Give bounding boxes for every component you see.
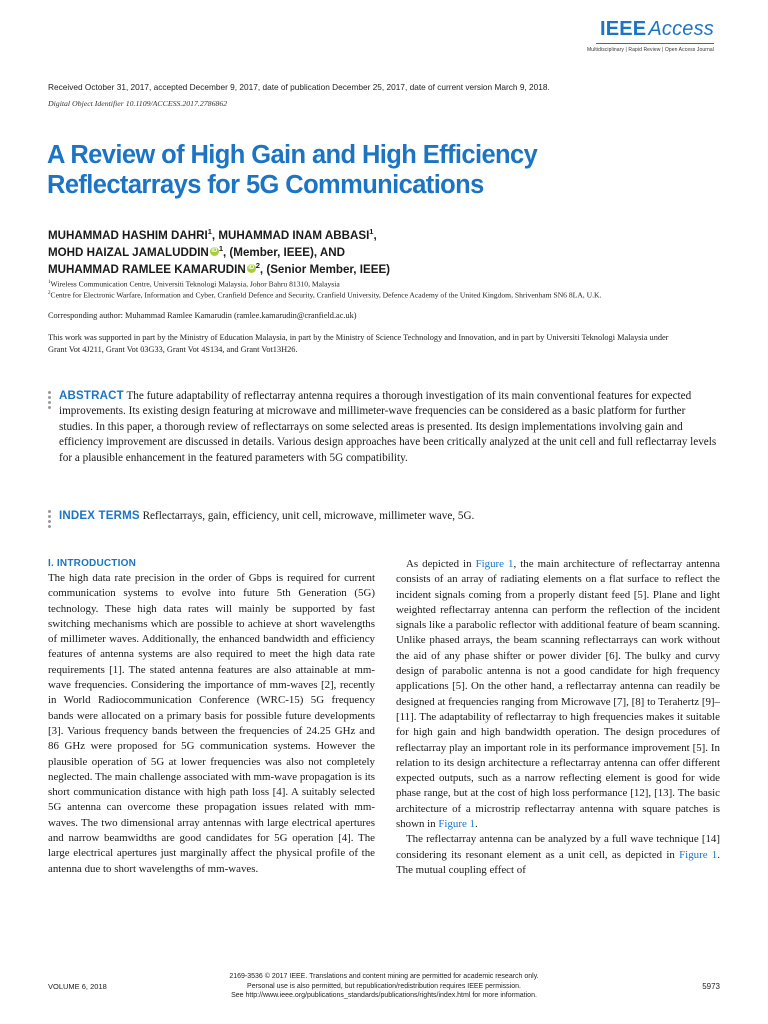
- logo-tagline: Multidisciplinary | Rapid Review | Open Access Journal: [587, 47, 714, 53]
- text-run: .: [474, 818, 478, 831]
- author-line-1: [48, 227, 648, 244]
- paragraph: [396, 832, 720, 878]
- author-affil-mark: 1: [369, 227, 374, 237]
- author-affil-mark: 1: [207, 227, 212, 237]
- paper-title: A Review of High Gain and High Efficiency Reflectarrays for 5G Communications: [47, 141, 538, 199]
- paragraph: [396, 557, 720, 832]
- journal-logo: [587, 18, 714, 53]
- figure-link[interactable]: Figure 1: [438, 818, 475, 831]
- affiliation-text: Wireless Communication Centre, Universiti Teknologi Malaysia, Johor Bahru 81310, Malaysia: [50, 279, 340, 289]
- index-terms-marker: [48, 510, 51, 530]
- orcid-icon[interactable]: iD: [211, 248, 218, 254]
- author-affil-mark: 1: [218, 244, 223, 254]
- index-terms: [59, 509, 719, 524]
- affiliation-text: Centre for Electronic Warfare, Information and Cyber, Cranfield Defence and Security, Cranfield University, Defence Academy of the United Kingdom, Shrivenham SN6 8LA, U.K.: [50, 290, 602, 300]
- text-run: . The mutual coupling effect of: [396, 848, 720, 876]
- abstract-text: The future adaptability of reflectarray antenna requires a thorough investigation of its main conventional features for expected improvements. Its existing design featuring at microwave and millimeter-wave frequencies can be considered as a basic platform for further studies. In this paper, a thorough review of reflectarrays on some selected areas is presented. Its design implementations involving gain and efficiency improvement are discussed in details. Various design approaches have been critically analyzed at the unit cell and full reflectarray levels for a plausible enhancement in the featured parameters with 5G compatibility.: [59, 390, 717, 464]
- body-column-left: [48, 557, 375, 877]
- index-terms-text: Reflectarrays, gain, efficiency, unit cell, microwave, millimeter wave, 5G.: [142, 510, 475, 522]
- affiliations: [48, 278, 668, 300]
- index-terms-heading: INDEX TERMS: [59, 510, 140, 522]
- figure-link[interactable]: Figure 1: [679, 848, 718, 861]
- author-name: MUHAMMAD RAMLEE KAMARUDIN: [48, 263, 246, 276]
- rights-link[interactable]: See http://www.ieee.org/publications_standards/publications/rights/index.html for more information.: [231, 992, 537, 999]
- copyright-line: 2169-3536 © 2017 IEEE. Translations and content mining are permitted for academic research only.: [229, 973, 539, 980]
- affiliation-number: 2: [48, 290, 51, 296]
- author-affil-mark: 2: [255, 261, 260, 271]
- received-dates: Received October 31, 2017, accepted December 9, 2017, date of publication December 25, 2017, date of current version March 9, 2018.: [48, 82, 550, 92]
- paragraph: The high data rate precision in the order of Gbps is required for current communication systems to evolve into future 5th Generation (5G) technology. These high data rates will mainly be supported by fast switching mechanisms which are possible to achieve at short wavelengths of millimeter waves. Additionally, the enhanced bandwidth and efficiency features of antenna systems are also required to meet the high data rate requirements [1]. The stated antenna features are also attainable at mm-wave frequencies. Considering the importance of mm-waves [2], recently in World Radiocommunication Conference (WRC-15) 5G frequency bands were allocated on a primary basis for possible future developments [3]. Various frequency bands between the frequencies of 24.25 GHz and 86 GHz were proposed for 5G communication systems. However the plausible operation of 5G at lower frequencies was also not completely neglected. The main challenge associated with mm-wave propagation is its short communication distance with high path loss [4]. A suitably selected 5G antenna can overcome these propagation issues related with mm-waves. The two dimensional array antennas with large electrical apertures and narrow beamwidths are good candidates for 5G operation [4]. The large electrical apertures just marginally affect the physical profile of the antenna due to short wavelengths of mm-waves.: [48, 572, 375, 875]
- author-line-2: [48, 244, 648, 261]
- page-number: 5973: [702, 982, 720, 991]
- affiliation-2: [48, 289, 668, 300]
- author-name: MUHAMMAD HASHIM DAHRI: [48, 229, 208, 242]
- author-sep: ,: [211, 229, 216, 242]
- logo-rule: [596, 43, 714, 44]
- author-role: , (Member, IEEE), AND: [222, 246, 345, 259]
- copyright-line: Personal use is also permitted, but republication/redistribution requires IEEE permission.: [247, 982, 521, 990]
- author-line-3: [48, 261, 648, 278]
- affiliation-1: [48, 278, 668, 289]
- abstract-marker: [48, 391, 51, 411]
- figure-link[interactable]: Figure 1: [475, 558, 514, 570]
- author-sep: ,: [373, 229, 377, 242]
- orcid-icon[interactable]: iD: [248, 265, 255, 271]
- author-role: , (Senior Member, IEEE): [259, 263, 391, 276]
- funding-note: This work was supported in part by the Ministry of Education Malaysia, in part by the Ministry of Science Technology and Innovation, and in part by Universiti Teknologi Malaysia under Grant Vot 4J211, Grant Vot 03G33, Grant Vot 4S134, and Grant Vot13H26.: [48, 333, 669, 354]
- abstract-heading: ABSTRACT: [59, 390, 124, 402]
- doi: Digital Object Identifier 10.1109/ACCESS.2017.2786862: [48, 99, 228, 108]
- affiliation-number: 1: [48, 280, 51, 285]
- logo-ieee: IEEE: [599, 18, 647, 40]
- body-column-right: [396, 557, 720, 878]
- author-name: MOHD HAIZAL JAMALUDDIN: [48, 246, 209, 259]
- logo-access: Access: [648, 18, 714, 40]
- text-run: , the main architecture of reflectarray antenna consists of an array of radiating elements on a flat surface to reflect the incident signals coming from a properly distant feed [5]. Plane and light weighted reflectarray antenna can perform the reflection of the incident signals like a parabolic reflector with additional feature of beam scanning. Unlike phased arrays, the beam scanning reflectarrays can work without the aid of any phase shifter or power divider [6]. The bulky and curvy design of parabolic antenna is not a good candidate for high frequency applications [5]. On the other hand, a reflectarray antenna can readily be designed at frequencies ranging from Microwave [7], [8] to Terahertz [9]–[11]. The adaptability of reflectarray to high frequencies makes it suitable for high gain and high bandwidth operation. The design procedures of reflectarray play an important role in its performance improvement [5]. In relation to its design architecture a reflectarray antenna can offer different expected outputs, such as a narrow reflecting element is good for wide phase range, but at the cost of high loss performance [12], [13]. The basic architecture of a microstrip reflectarray antenna with square patches is shown in: [396, 558, 721, 831]
- footer-copyright: [170, 972, 598, 1001]
- author-name: MUHAMMAD INAM ABBASI: [218, 229, 370, 242]
- corresponding-author: Corresponding author: Muhammad Ramlee Kamarudin (ramlee.kamarudin@cranfield.ac.uk): [48, 311, 357, 320]
- logo-wordmark: [587, 18, 714, 40]
- author-list: [48, 227, 648, 278]
- abstract: [59, 389, 719, 466]
- text-run: As depicted in: [406, 558, 476, 570]
- footer-volume: VOLUME 6, 2018: [48, 982, 107, 991]
- section-heading: I. INTRODUCTION: [48, 558, 136, 569]
- text-run: The reflectarray antenna can be analyzed by a full wave technique [14] considering its resonant element as a unit cell, as depicted in: [396, 833, 720, 861]
